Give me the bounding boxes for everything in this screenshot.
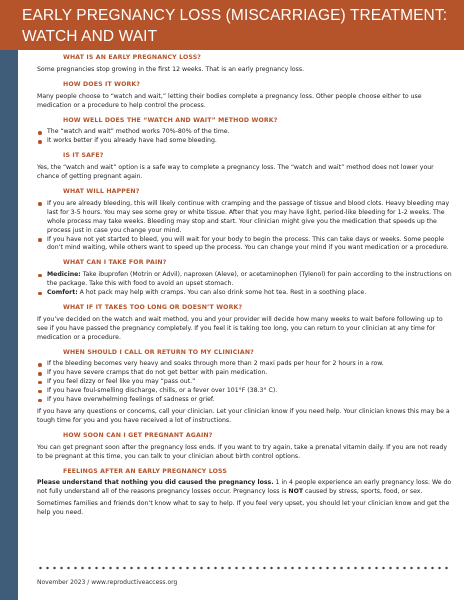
heading-pain: WHAT CAN I TAKE FOR PAIN? (63, 259, 167, 267)
heading-safe: IS IT SAFE? (63, 152, 104, 160)
medicine-text: Take ibuprofen (Motrin or Advil), naproxen (Aleve), or acetaminophen (Tylenol) for pain according to the instructions on the package. Take this with food to avoid an upset stomach. (47, 271, 452, 288)
footer-text: November 2023 / www.reproductiveaccess.org (37, 579, 178, 586)
heading-call: WHEN SHOULD I CALL OR RETURN TO MY CLINICIAN? (63, 348, 254, 356)
comfort-text: A hot pack may help with cramps. You can also drink some hot tea. Rest in a soothing place. (77, 289, 367, 297)
text-call-after: If you have any questions or concerns, call your clinician. Let your clinician know if you need help. Your clinician knows this may be a tough time for you and you have received a lot of instructions. (37, 408, 450, 424)
feelings-text-b: caused by stress, sports, food, or sex. (303, 488, 423, 496)
text-how-work: Many people choose to “watch and wait,” letting their bodies complete a pregnancy loss. Other people choose either to use medication or a procedure to help control the process. (37, 92, 422, 109)
feelings-text-a: 1 in 4 people experience an early pregnancy loss. We do not fully understand all of the reasons pregnancy losses occur. Pregnancy loss is (37, 479, 452, 496)
heading-feelings: FEELINGS AFTER AN EARLY PREGNANCY LOSS (63, 467, 227, 475)
list-call (37, 360, 454, 405)
title-line-1: EARLY PREGNANCY LOSS (MISCARRIAGE) TREATMENT: (22, 7, 448, 24)
list-item: If you have severe cramps that do not get better with pain medication. (37, 369, 454, 378)
text-pregnant-again: You can get pregnant soon after the pregnancy loss ends. If you want to try again, take a prenatal vitamin daily. If you are not ready to be pregnant at this time, you can talk to your clinician about birth control options. (37, 443, 448, 460)
list-item: If the bleeding becomes very heavy and soaks through more than 2 maxi pads per hour for 2 hours in a row. (37, 360, 454, 369)
heading-how-well: HOW WELL DOES THE “WATCH AND WAIT” METHOD WORK? (63, 116, 278, 124)
title-line-2: WATCH AND WAIT (22, 28, 158, 45)
heading-too-long: WHAT IF IT TAKES TOO LONG OR DOESN’T WORK? (63, 303, 243, 311)
heading-what-is: WHAT IS AN EARLY PREGNANCY LOSS? (63, 54, 202, 61)
list-item (37, 271, 454, 289)
left-sidebar-bar (0, 50, 18, 600)
heading-how-work: HOW DOES IT WORK? (63, 80, 141, 88)
heading-pregnant-again: HOW SOON CAN I GET PREGNANT AGAIN? (63, 431, 213, 439)
comfort-label: Comfort: (47, 289, 78, 297)
list-item: If you have overwhelming feelings of sadness or grief. (37, 396, 454, 405)
text-too-long: If you’ve decided on the watch and wait method, you and your provider will decide how many weeks to wait before following up to see if you have passed the pregnancy completely. If you feel it is taking too long, you can return to your clinician at any time for medication or a procedure. (37, 315, 443, 341)
list-item (37, 289, 454, 298)
document-content (37, 54, 454, 518)
list-pain (37, 271, 454, 298)
text-feelings-2: Sometimes families and friends don’t know what to say to help. If you feel very upset, you should let your clinician know and get the help you need. (37, 500, 450, 517)
medicine-label: Medicine: (47, 271, 81, 279)
dotted-divider (37, 565, 449, 571)
list-item: It works better if you already have had some bleeding. (37, 137, 454, 146)
header-banner (0, 0, 464, 50)
text-feelings-1 (37, 479, 454, 497)
feelings-not-word: NOT (288, 488, 304, 496)
text-what-is: Some pregnancies stop growing in the first 12 weeks. That is an early pregnancy loss. (37, 65, 305, 73)
list-item: If you are already bleeding, this will likely continue with cramping and the passage of tissue and blood clots. Heavy bleeding may last for 3-5 hours. You may see some grey or white tissue. After that you may have light, period-like bleeding for 1-2 weeks. The whole process may take weeks. Bleeding may stop and start. Your clinician might give you the medication that speeds up the process just in case you change your mind. (37, 200, 454, 236)
list-how-well (37, 128, 454, 146)
list-item: The “watch and wait” method works 70%-80% of the time. (37, 128, 454, 137)
list-item: If you have not yet started to bleed, you will wait for your body to begin the process. This can take days or weeks. Some people don’t mind waiting, while others want to speed up the process. You can change your mind if you want medication or a procedure. (37, 236, 454, 254)
heading-happen: WHAT WILL HAPPEN? (63, 187, 140, 195)
feelings-bold-lead: Please understand that nothing you did caused the pregnancy loss. (37, 479, 274, 487)
list-item: If you have foul-smelling discharge, chills, or a fever over 101°F (38.3° C). (37, 387, 454, 396)
list-item: If you feel dizzy or feel like you may “pass out.” (37, 378, 454, 387)
list-happen (37, 200, 454, 253)
text-safe: Yes, the “watch and wait” option is a safe way to complete a pregnancy loss. The “watch and wait” method does not lower your chance of getting pregnant again. (37, 164, 434, 181)
